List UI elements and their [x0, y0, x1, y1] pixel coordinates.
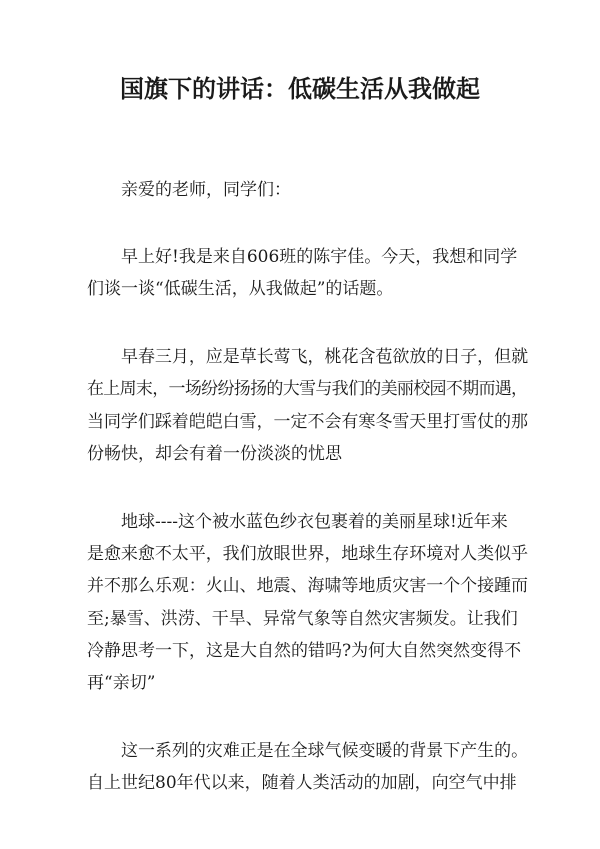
paragraph-line: 自上世纪80年代以来，随着人类活动的加剧，向空气中排	[87, 773, 517, 793]
paragraph-line: 并不那么乐观：火山、地震、海啸等地质灾害一个个接踵而	[87, 576, 528, 596]
paragraph-line: 亲爱的老师，同学们：	[121, 180, 291, 200]
document-title: 国旗下的讲话：低碳生活从我做起	[120, 74, 480, 103]
paragraph-line: 份畅快，却会有着一份淡淡的忧思	[87, 444, 342, 464]
paragraph-line: 们谈一谈“低碳生活，从我做起”的话题。	[87, 279, 394, 299]
paragraph-line: 再“亲切”	[87, 673, 156, 693]
paragraph-line: 早春三月，应是草长莺飞，桃花含苞欲放的日子，但就	[121, 347, 529, 367]
paragraph-line: 这一系列的灾难正是在全球气候变暖的背景下产生的。	[121, 741, 529, 761]
paragraph-line: 当同学们踩着皑皑白雪，一定不会有寒冬雪天里打雪仗的那	[87, 412, 528, 432]
paragraph-line: 冷静思考一下，这是大自然的错吗?为何大自然突然变得不	[87, 641, 522, 661]
paragraph-line: 是愈来愈不太平，我们放眼世界，地球生存环境对人类似乎	[87, 544, 528, 564]
paragraph-line: 至;暴雪、洪涝、干旱、异常气象等自然灾害频发。让我们	[87, 609, 518, 629]
paragraph-line: 在上周末，一场纷纷扬扬的大雪与我们的美丽校园不期而遇，	[87, 379, 528, 399]
paragraph-line: 地球----这个被水蓝色纱衣包裹着的美丽星球!近年来	[121, 512, 508, 532]
paragraph-line: 早上好!我是来自606班的陈宇佳。今天，我想和同学	[121, 247, 518, 267]
